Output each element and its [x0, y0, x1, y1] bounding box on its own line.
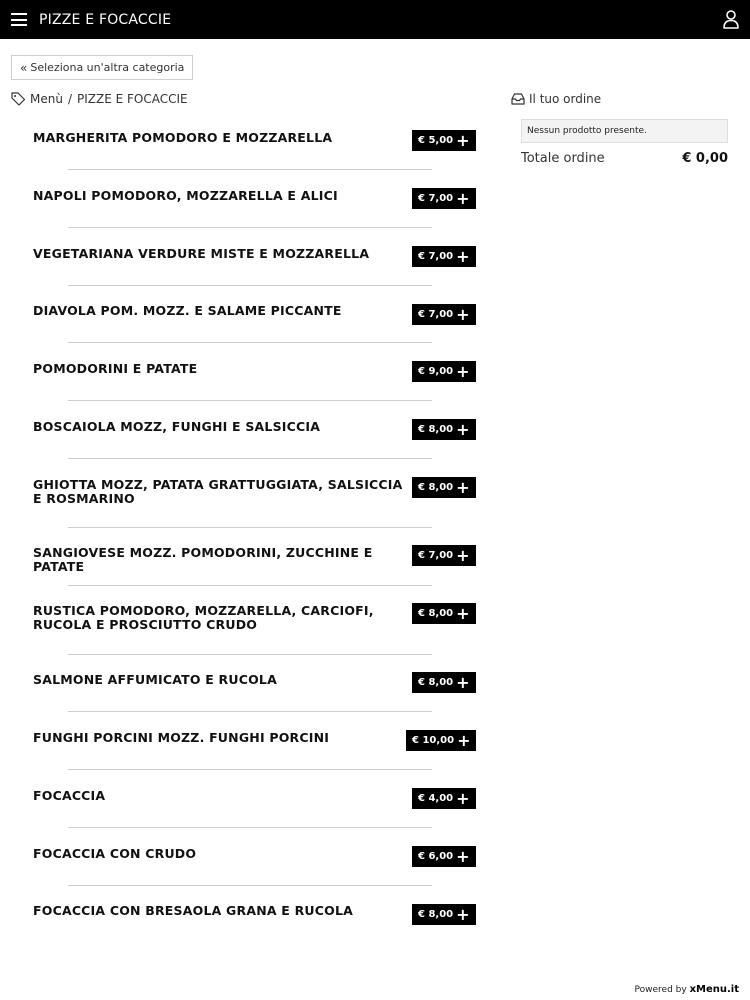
menu-item-name: NAPOLI POMODORO, MOZZARELLA E ALICI — [33, 188, 338, 203]
select-category-button[interactable] — [11, 55, 193, 80]
add-to-order-button[interactable] — [412, 846, 476, 867]
divider — [68, 585, 432, 586]
price-label: € 7,00 — [418, 251, 454, 262]
breadcrumb-current: PIZZE E FOCACCIE — [77, 92, 188, 106]
double-chevron-left-icon: « — [20, 60, 28, 75]
add-to-order-button[interactable] — [412, 246, 476, 267]
price-label: € 8,00 — [418, 482, 454, 493]
plus-icon: + — [456, 130, 470, 150]
price-label: € 4,00 — [418, 793, 454, 804]
add-to-order-button[interactable] — [412, 361, 476, 382]
price-label: € 7,00 — [418, 309, 454, 320]
menu-item-name: DIAVOLA POM. MOZZ. E SALAME PICCANTE — [33, 303, 342, 318]
tag-icon — [11, 92, 26, 106]
menu-item-name: FOCACCIA CON BRESAOLA GRANA E RUCOLA — [33, 903, 353, 918]
add-to-order-button[interactable] — [412, 419, 476, 440]
hamburger-icon[interactable] — [11, 13, 27, 26]
plus-icon: + — [456, 904, 470, 924]
order-title — [511, 92, 601, 106]
add-to-order-button[interactable] — [412, 188, 476, 209]
price-label: € 8,00 — [418, 608, 454, 619]
menu-item-name: RUSTICA POMODORO, MOZZARELLA, CARCIOFI, RUCOLA E PROSCIUTTO CRUDO — [33, 603, 374, 632]
divider — [68, 458, 432, 459]
price-label: € 6,00 — [418, 851, 454, 862]
price-label: € 8,00 — [418, 909, 454, 920]
top-bar — [0, 0, 750, 39]
add-to-order-button[interactable] — [412, 304, 476, 325]
menu-item-name: MARGHERITA POMODORO E MOZZARELLA — [33, 130, 333, 145]
breadcrumb — [11, 92, 188, 106]
user-icon[interactable] — [723, 10, 739, 29]
plus-icon: + — [456, 246, 470, 266]
add-to-order-button[interactable] — [412, 130, 476, 151]
brand-link[interactable]: xMenu.it — [689, 984, 739, 995]
order-total-label: Totale ordine — [521, 151, 605, 166]
order-empty-message: Nessun prodotto presente. — [521, 119, 728, 143]
plus-icon: + — [456, 419, 470, 439]
price-label: € 8,00 — [418, 424, 454, 435]
add-to-order-button[interactable] — [412, 603, 476, 624]
divider — [68, 400, 432, 401]
menu-item-name: SALMONE AFFUMICATO E RUCOLA — [33, 672, 277, 687]
menu-item-name: FOCACCIA — [33, 788, 106, 803]
add-to-order-button[interactable] — [412, 672, 476, 693]
powered-by-label: Powered by — [634, 985, 687, 995]
divider — [68, 654, 432, 655]
add-to-order-button[interactable] — [412, 904, 476, 925]
divider — [68, 769, 432, 770]
divider — [68, 527, 432, 528]
menu-item-name: FOCACCIA CON CRUDO — [33, 846, 197, 861]
divider — [68, 227, 432, 228]
menu-item-name: VEGETARIANA VERDURE MISTE E MOZZARELLA — [33, 246, 370, 261]
breadcrumb-root[interactable]: Menù — [30, 92, 63, 106]
divider — [68, 285, 432, 286]
add-to-order-button[interactable] — [412, 545, 476, 566]
divider — [68, 885, 432, 886]
price-label: € 8,00 — [418, 677, 454, 688]
price-label: € 9,00 — [418, 366, 454, 377]
select-category-label: Seleziona un'altra categoria — [30, 61, 185, 74]
order-total-value: € 0,00 — [682, 151, 728, 166]
menu-item-name: SANGIOVESE MOZZ. POMODORINI, ZUCCHINE E PATATE — [33, 545, 373, 574]
plus-icon: + — [456, 846, 470, 866]
price-label: € 5,00 — [418, 135, 454, 146]
plus-icon: + — [456, 603, 470, 623]
menu-item-name: GHIOTTA MOZZ, PATATA GRATTUGGIATA, SALSICCIA E ROSMARINO — [33, 477, 403, 506]
divider — [68, 342, 432, 343]
menu-item-name: BOSCAIOLA MOZZ, FUNGHI E SALSICCIA — [33, 419, 321, 434]
menu-item-name: POMODORINI E PATATE — [33, 361, 198, 376]
plus-icon: + — [456, 545, 470, 565]
divider — [68, 827, 432, 828]
breadcrumb-separator: / — [67, 92, 72, 106]
menu-item-name: FUNGHI PORCINI MOZZ. FUNGHI PORCINI — [33, 730, 330, 745]
price-label: € 10,00 — [412, 735, 455, 746]
divider — [68, 711, 432, 712]
page-title: PIZZE E FOCACCIE — [39, 11, 172, 28]
footer-credit — [635, 984, 739, 995]
order-title-label: Il tuo ordine — [529, 92, 602, 106]
plus-icon: + — [456, 477, 470, 497]
plus-icon: + — [456, 188, 470, 208]
plus-icon: + — [456, 361, 470, 381]
plus-icon: + — [457, 730, 471, 750]
plus-icon: + — [456, 672, 470, 692]
divider — [68, 169, 432, 170]
add-to-order-button[interactable] — [406, 730, 476, 751]
price-label: € 7,00 — [418, 193, 454, 204]
add-to-order-button[interactable] — [412, 477, 476, 498]
tray-icon — [511, 93, 525, 105]
add-to-order-button[interactable] — [412, 788, 476, 809]
price-label: € 7,00 — [418, 550, 454, 561]
plus-icon: + — [456, 788, 470, 808]
plus-icon: + — [456, 304, 470, 324]
